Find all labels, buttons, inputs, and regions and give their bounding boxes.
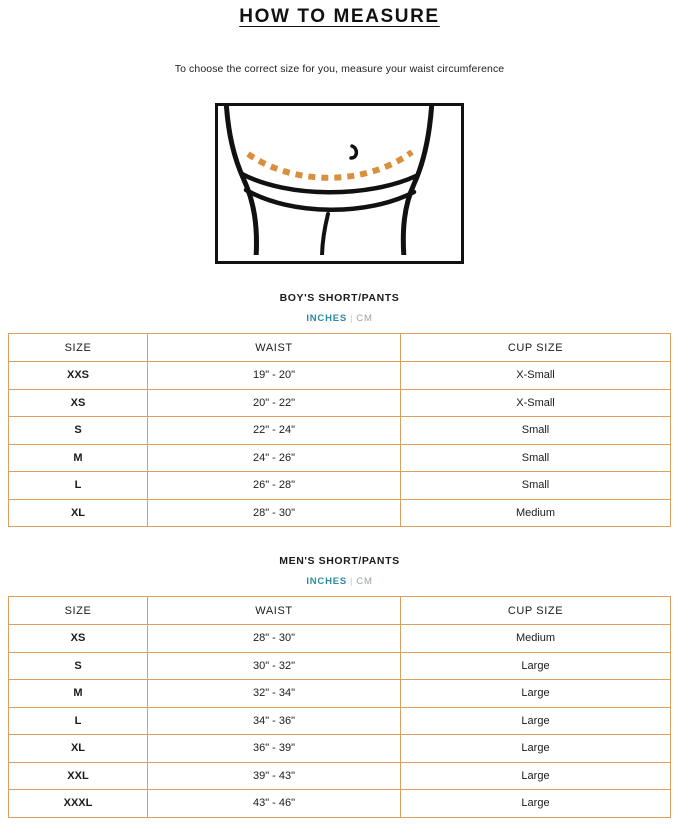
column-header-cup-size: CUP SIZE [401,334,671,362]
cell-cup-size: Medium [401,625,671,653]
table-row [9,680,671,708]
cell-waist: 22" - 24" [148,417,401,445]
cell-waist: 19" - 20" [148,362,401,390]
cell-cup-size: Large [401,707,671,735]
cell-size: M [9,680,148,708]
cell-waist: 28" - 30" [148,499,401,527]
cell-cup-size: Large [401,680,671,708]
cell-size: XXL [9,762,148,790]
size-table-mens [8,596,671,818]
cell-cup-size: Large [401,762,671,790]
column-header-waist: WAIST [148,334,401,362]
cell-waist: 36" - 39" [148,735,401,763]
section-label-boys: BOY'S SHORT/PANTS [279,292,400,304]
size-table-boys [8,333,671,527]
unit-cm-boys[interactable]: CM [356,313,373,324]
column-header-size: SIZE [9,334,148,362]
cell-waist: 26" - 28" [148,472,401,500]
cell-waist: 30" - 32" [148,652,401,680]
unit-separator-boys: | [350,313,354,324]
column-header-waist: WAIST [148,597,401,625]
cell-size: XXS [9,362,148,390]
illustration-container [0,103,679,264]
column-header-cup-size: CUP SIZE [401,597,671,625]
table-row [9,707,671,735]
page-title: HOW TO MEASURE [239,6,440,27]
table-row [9,472,671,500]
unit-separator-mens: | [350,576,354,587]
table-row [9,389,671,417]
cell-cup-size: X-Small [401,389,671,417]
unit-inches-mens[interactable]: INCHES [306,576,348,587]
cell-cup-size: Large [401,652,671,680]
cell-cup-size: Large [401,735,671,763]
cell-waist: 28" - 30" [148,625,401,653]
table-row [9,762,671,790]
cell-cup-size: Small [401,444,671,472]
cell-size: XS [9,625,148,653]
cell-waist: 34" - 36" [148,707,401,735]
unit-cm-mens[interactable]: CM [356,576,373,587]
cell-size: S [9,652,148,680]
table-header-row [9,597,671,625]
cell-size: L [9,707,148,735]
cell-waist: 20" - 22" [148,389,401,417]
cell-cup-size: X-Small [401,362,671,390]
table-row [9,625,671,653]
column-header-size: SIZE [9,597,148,625]
cell-waist: 39" - 43" [148,762,401,790]
unit-inches-boys[interactable]: INCHES [306,313,348,324]
table-header-row [9,334,671,362]
cell-cup-size: Medium [401,499,671,527]
cell-cup-size: Small [401,417,671,445]
cell-size: S [9,417,148,445]
cell-size: L [9,472,148,500]
cell-waist: 32" - 34" [148,680,401,708]
table-row [9,444,671,472]
cell-size: XL [9,499,148,527]
cell-cup-size: Small [401,472,671,500]
unit-toggle-boys [0,313,679,324]
table-row [9,362,671,390]
table-row [9,499,671,527]
cell-waist: 24" - 26" [148,444,401,472]
cell-size: XS [9,389,148,417]
table-row [9,790,671,818]
cell-size: XXXL [9,790,148,818]
waist-measurement-diagram [215,103,464,264]
table-row [9,735,671,763]
torso-illustration [218,106,455,255]
cell-size: XL [9,735,148,763]
cell-size: M [9,444,148,472]
cell-cup-size: Large [401,790,671,818]
cell-waist: 43" - 46" [148,790,401,818]
page-subtitle: To choose the correct size for you, measure your waist circumference [174,63,505,75]
section-label-mens: MEN'S SHORT/PANTS [279,555,400,567]
table-row [9,652,671,680]
table-row [9,417,671,445]
unit-toggle-mens [0,576,679,587]
